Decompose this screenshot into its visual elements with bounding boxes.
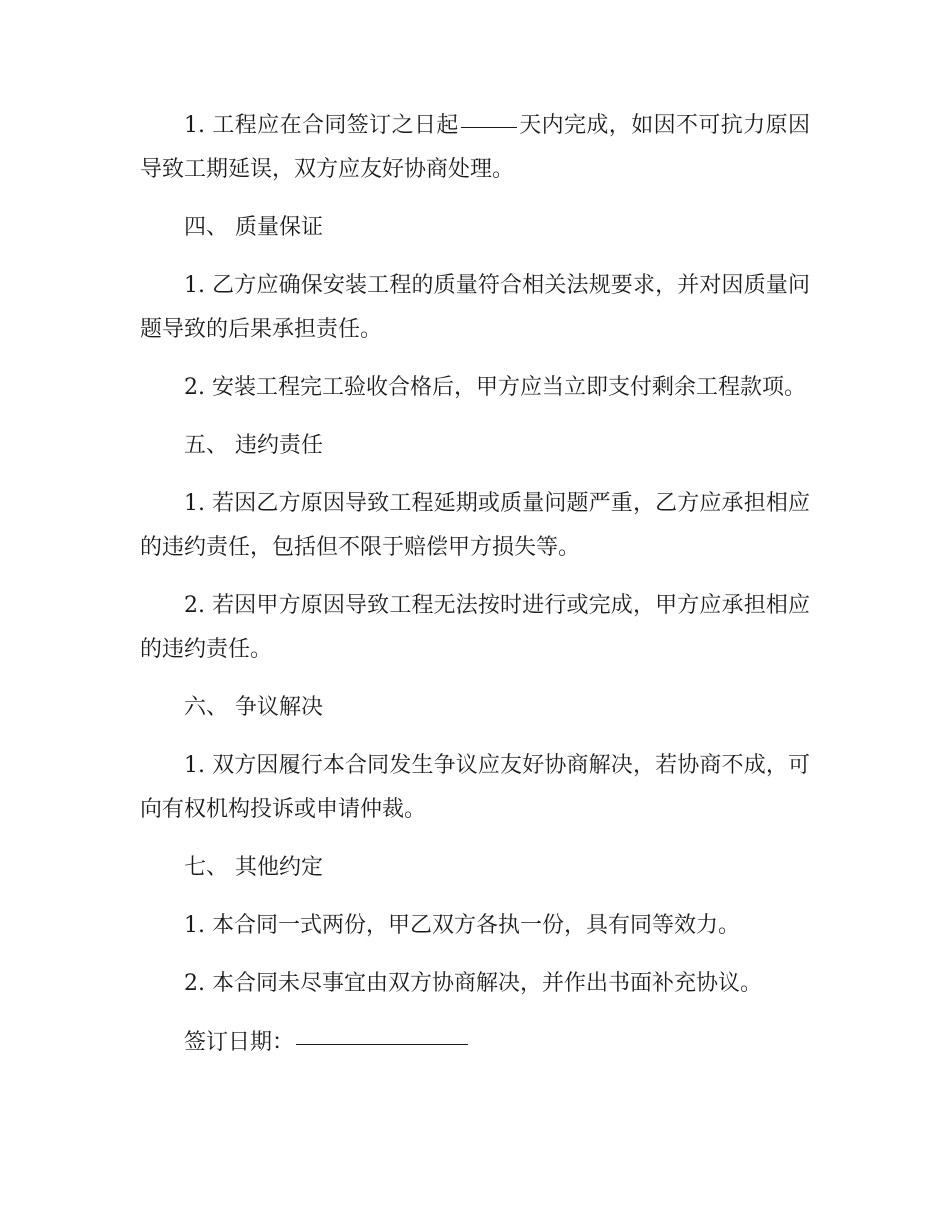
liability-clause-2: 2. 若因甲方原因导致工程无法按时进行或完成，甲方应承担相应的违约责任。	[140, 593, 810, 662]
section-dispute-heading: 六、 争议解决	[184, 695, 323, 720]
completion-clause-suffix: 天内完成，如因不可抗力原因导致工期延误，双方应友好协商处理。	[140, 113, 810, 182]
section-other-heading: 七、 其他约定	[184, 855, 323, 880]
dispute-clause-1: 1. 双方因履行本合同发生争议应友好协商解决，若协商不成，可向有权机构投诉或申请仲裁。	[140, 753, 810, 822]
other-clause-1: 1. 本合同一式两份，甲乙双方各执一份，具有同等效力。	[184, 913, 740, 938]
sign-date-blank	[296, 1016, 468, 1045]
days-blank	[461, 99, 517, 128]
document-body	[140, 103, 810, 1065]
section-quality-heading: 四、 质量保证	[184, 215, 323, 240]
quality-clause-2: 2. 安装工程完工验收合格后，甲方应当立即支付剩余工程款项。	[184, 375, 806, 400]
completion-clause	[140, 103, 810, 192]
quality-clause-1: 1. 乙方应确保安装工程的质量符合相关法规要求，并对因质量问题导致的后果承担责任。	[140, 273, 810, 342]
other-clause-2: 2. 本合同未尽事宜由双方协商解决，并作出书面补充协议。	[184, 971, 762, 996]
sign-date-line	[140, 1020, 810, 1065]
section-liability-heading: 五、 违约责任	[184, 433, 323, 458]
sign-date-label: 签订日期：	[184, 1030, 295, 1055]
liability-clause-1: 1. 若因乙方原因导致工程延期或质量问题严重，乙方应承担相应的违约责任，包括但不限于赔偿甲方损失等。	[140, 491, 810, 560]
completion-clause-prefix: 1. 工程应在合同签订之日起	[184, 113, 459, 138]
